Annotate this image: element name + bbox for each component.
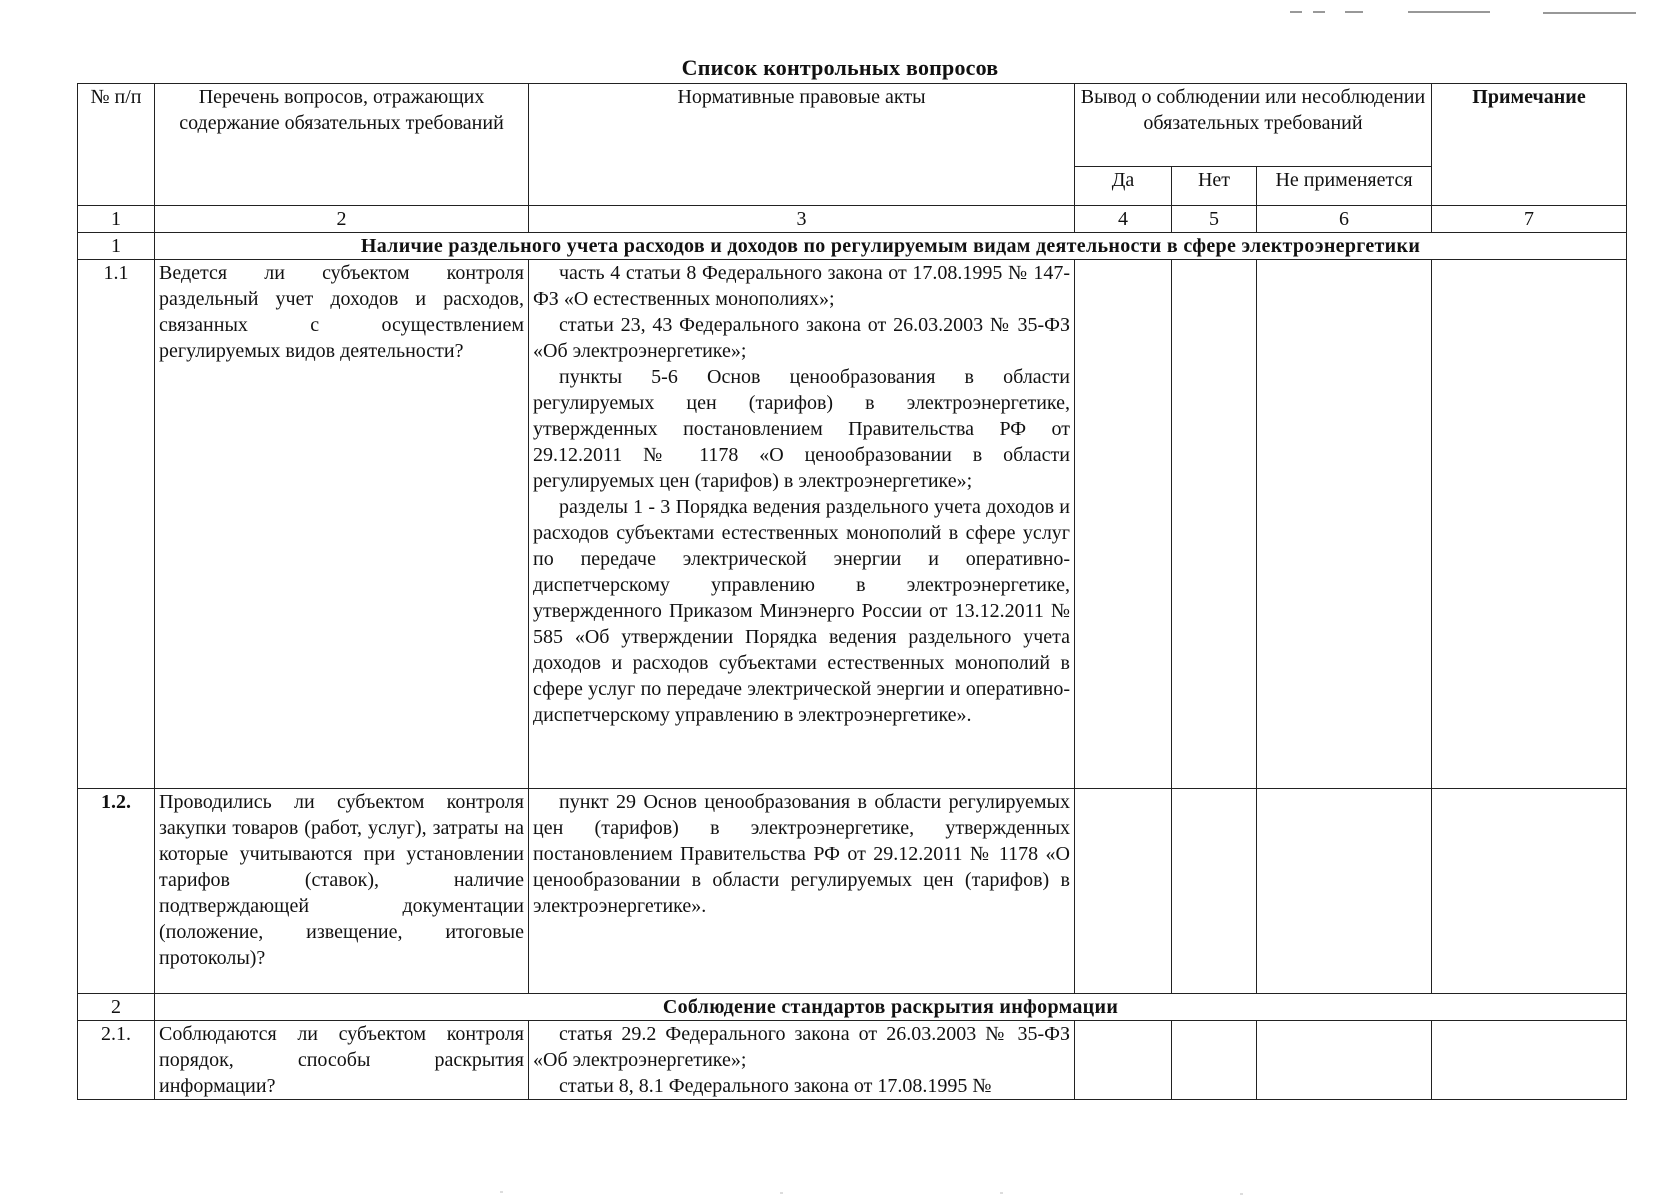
row-question: Соблюдаются ли субъектом контроля порядок, способы раскрытия информации? <box>155 1021 529 1100</box>
answer-na-cell[interactable] <box>1257 1021 1432 1100</box>
note-cell[interactable] <box>1432 789 1627 994</box>
column-number: 1 <box>78 206 155 233</box>
legal-act-item: пункт 29 Основ ценообразования в области регулируемых цен (тарифов) в электроэнергетике, утвержденных постановлением Правительства РФ от 29.12.2011 № 1178 «О ценообразовании в области регулируемых цен (тарифов) в электроэнергетике». <box>533 791 1070 917</box>
answer-no-cell[interactable] <box>1172 789 1257 994</box>
header-no: Нет <box>1172 167 1257 206</box>
answer-yes-cell[interactable] <box>1075 260 1172 789</box>
row-number: 2.1. <box>78 1021 155 1100</box>
answer-no-cell[interactable] <box>1172 1021 1257 1100</box>
column-number: 6 <box>1257 206 1432 233</box>
header-na: Не применяется <box>1257 167 1432 206</box>
header-yes: Да <box>1075 167 1172 206</box>
note-cell[interactable] <box>1432 1021 1627 1100</box>
document-title: Список контрольных вопросов <box>681 55 999 80</box>
legal-act-item: статьи 23, 43 Федерального закона от 26.03.2003 № 35-ФЗ «Об электроэнергетике»; <box>533 314 1070 362</box>
table-row <box>78 260 1627 789</box>
header-row <box>78 84 1627 167</box>
row-number: 1.1 <box>78 260 155 789</box>
header-num: № п/п <box>78 84 155 206</box>
column-number: 7 <box>1432 206 1627 233</box>
legal-act-item: пункты 5-6 Основ ценообразования в области регулируемых цен (тарифов) в электроэнергетике, утвержденных постановлением Правительства РФ от 29.12.2011 № 1178 «О ценообразовании в области регулируемых цен (тарифов) в электроэнергетике»; <box>533 366 1070 492</box>
header-questions: Перечень вопросов, отражающих содержание обязательных требований <box>155 84 529 206</box>
column-numbers-row <box>78 206 1627 233</box>
row-legal-acts <box>529 789 1075 994</box>
header-note: Примечание <box>1432 84 1627 206</box>
note-cell[interactable] <box>1432 260 1627 789</box>
header-acts: Нормативные правовые акты <box>529 84 1075 206</box>
answer-yes-cell[interactable] <box>1075 789 1172 994</box>
table-row <box>78 1021 1627 1100</box>
section-number: 2 <box>78 994 155 1021</box>
header-conclusion: Вывод о соблюдении или несоблюдении обязательных требований <box>1075 84 1432 167</box>
legal-act-item: статья 29.2 Федерального закона от 26.03.2003 № 35-ФЗ «Об электроэнергетике»; <box>533 1023 1070 1071</box>
legal-act-item: часть 4 статьи 8 Федерального закона от 17.08.1995 № 147-ФЗ «О естественных монополиях»; <box>533 262 1070 310</box>
row-legal-acts <box>529 1021 1075 1100</box>
row-number: 1.2. <box>78 789 155 994</box>
column-number: 3 <box>529 206 1075 233</box>
legal-act-item: разделы 1 - 3 Порядка ведения раздельного учета доходов и расходов субъектами естественных монополий в сфере услуг по передаче электрической энергии и оперативно-диспетчерскому управлению в электроэнергетике, утвержденного Приказом Минэнерго России от 13.12.2011 № 585 «Об утверждении Порядка ведения раздельного учета доходов и расходов субъектами естественных монополий в сфере услуг по передаче электрической энергии и оперативно-диспетчерскому управлению в электроэнергетике». <box>533 496 1070 726</box>
table-row <box>78 789 1627 994</box>
column-number: 5 <box>1172 206 1257 233</box>
row-legal-acts <box>529 260 1075 789</box>
answer-na-cell[interactable] <box>1257 789 1432 994</box>
section-number: 1 <box>78 233 155 260</box>
row-question: Ведется ли субъектом контроля раздельный учет доходов и расходов, связанных с осуществлением регулируемых видов деятельности? <box>155 260 529 789</box>
section-row <box>78 233 1627 260</box>
section-title: Соблюдение стандартов раскрытия информации <box>155 994 1627 1021</box>
row-question: Проводились ли субъектом контроля закупки товаров (работ, услуг), затраты на которые учитываются при установлении тарифов (ставок), наличие подтверждающей документации (положение, извещение, итоговые протоколы)? <box>155 789 529 994</box>
checklist-table <box>77 83 1627 1100</box>
answer-no-cell[interactable] <box>1172 260 1257 789</box>
legal-act-item: статьи 8, 8.1 Федерального закона от 17.08.1995 № <box>559 1075 992 1097</box>
answer-na-cell[interactable] <box>1257 260 1432 789</box>
section-title: Наличие раздельного учета расходов и доходов по регулируемым видам деятельности в сфере электроэнергетики <box>155 233 1627 260</box>
answer-yes-cell[interactable] <box>1075 1021 1172 1100</box>
column-number: 2 <box>155 206 529 233</box>
section-row <box>78 994 1627 1021</box>
column-number: 4 <box>1075 206 1172 233</box>
